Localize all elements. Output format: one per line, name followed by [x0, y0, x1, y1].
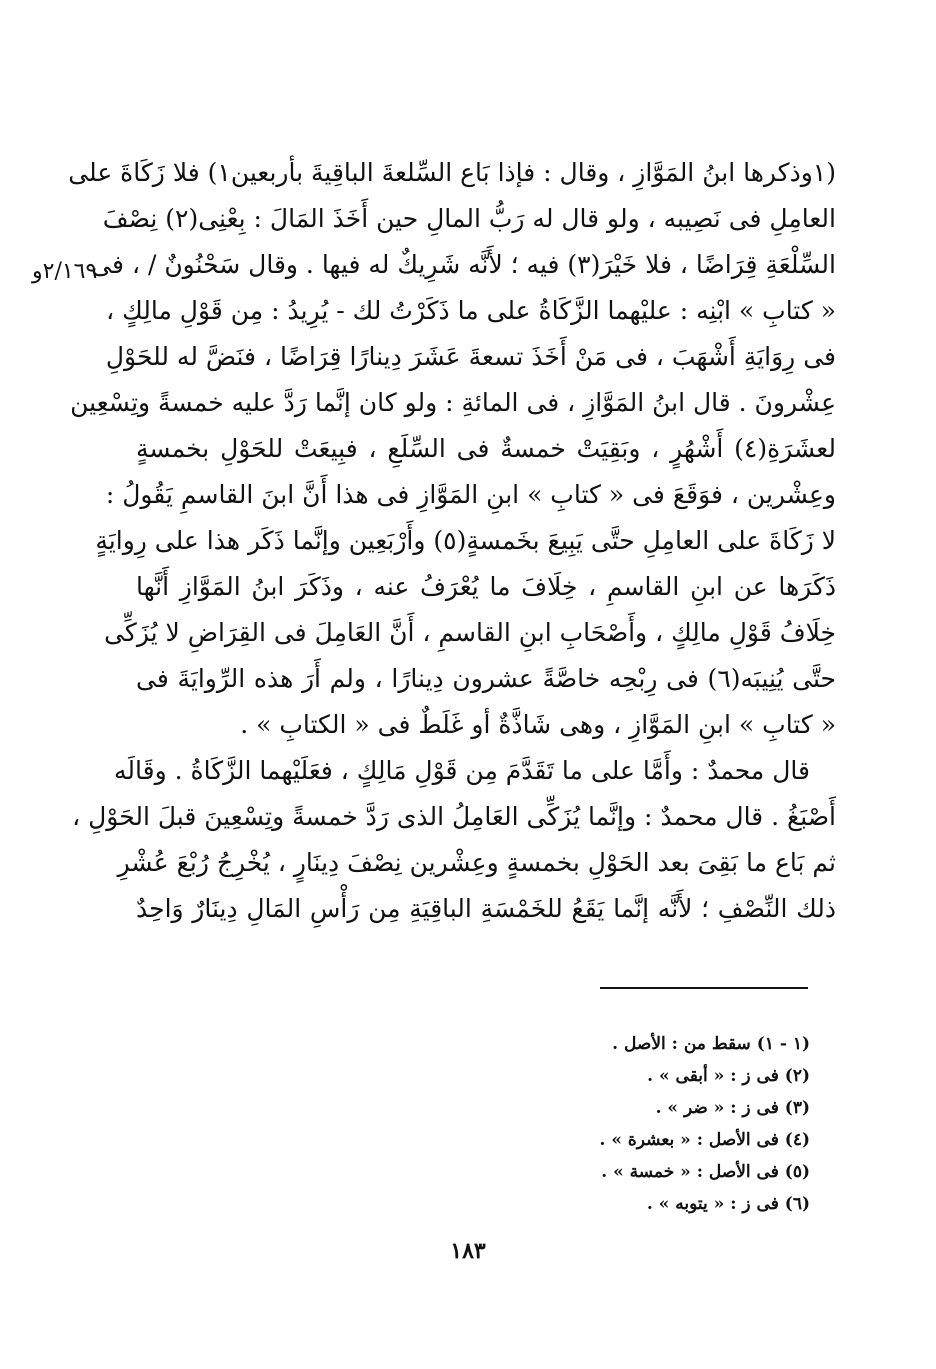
text-line: ذَكَرَها عن ابنِ القاسمِ ، خِلَافَ ما يُعْرَفُ عنه ، وذَكَرَ ابنُ المَوَّازِ أَنَّها: [136, 572, 836, 601]
page-number: ١٨٣: [450, 1238, 486, 1264]
text-line: حتَّى يُنِيبَه(٦) فى رِبْحِه خاصَّةً عشرون دِينارًا ، ولم أَرَ هذه الرِّوايَةَ فى: [136, 664, 837, 693]
footnote-item: (٣) فى ز : « ضر » .: [655, 1098, 810, 1118]
text-line: العامِلِ فى نَصِيبه ، ولو قال له رَبُّ المالِ حين أَخَذَ المَالَ : بِعْنِى(٢) نِصْفَ: [102, 204, 836, 233]
text-line: ثم بَاع ما بَقِىَ بعد الحَوْلِ بخمسةٍ وعِشْرين نِصْفَ دِينَارٍ ، يُخْرِجُ رُبْعَ عُشْرِ: [117, 848, 836, 877]
footnote-item: (٤) فى الأصل : « بعشرة » .: [599, 1130, 810, 1150]
footnote-item: (١ - ١) سقط من : الأصل .: [612, 1034, 810, 1054]
text-line: وعِشْرين ، فوَقَعَ فى « كتابِ » ابنِ المَوَّازِ فى هذا أَنَّ ابنَ القاسمِ يَقُولُ :: [105, 480, 836, 509]
text-line: « كتابِ » ابنِ المَوَّازِ ، وهى شَاذَّةٌ أو غَلَطٌ فى « الكتابِ » .: [240, 710, 836, 739]
text-line: ذلك النِّصْفِ ؛ لأَنَّه إنَّما يَقَعُ للخَمْسَةِ الباقِيَةِ مِن رَأْسِ المَالِ دِينَارٌ وَاحِدٌ: [136, 894, 836, 923]
main-text-body: [68, 150, 837, 932]
footnote-item: (٢) فى ز : « أبقى » .: [647, 1066, 810, 1086]
footnote-divider: [600, 987, 808, 989]
text-line: لا زَكَاةَ على العامِلِ حتَّى يَبِيعَ بخَمسةٍ(٥) وأَرْبَعِين وإنَّما ذَكَر هذا على رِوايَةٍ: [95, 526, 836, 555]
text-line: قال محمدٌ : وأَمَّا على ما تَقَدَّمَ مِن قَوْلِ مَالِكٍ ، فعَلَيْهما الزَّكَاةُ . وقَالَه: [113, 756, 810, 785]
text-line: أَصْبَغُ . قال محمدٌ : وإنَّما يُزَكِّى العَامِلُ الذى رَدَّ خمسةً وتِسْعِينَ قبلَ الحَوْلِ ،: [72, 802, 836, 831]
footnote-item: (٦) فى ز : « يتوبه » .: [646, 1194, 810, 1214]
text-line: « كتابِ » ابْنِه : عليْهما الزَّكَاةُ على ما ذَكَرْتُ لك - يُرِيدُ : مِن قَوْلِ مالِكٍ ،: [106, 296, 836, 325]
text-line: لعشَرَةِ(٤) أَشْهُرٍ ، وبَقِيَتْ خمسةٌ فى السِّلَعِ ، فبِيعَتْ للحَوْلِ بخمسةٍ: [136, 434, 836, 463]
footnotes-list: [420, 1028, 810, 1220]
footnote-item: (٥) فى الأصل : « خمسة » .: [601, 1162, 810, 1182]
text-line: السِّلْعَةِ قِرَاضًا ، فلا خَيْرَ(٣) فيه ؛ لأَنَّه شَرِيكٌ له فيها . وقال سَحْنُونٌ / ، فى: [91, 250, 836, 279]
text-line: عِشْرونَ . قال ابنُ المَوَّازِ ، فى المائةِ : ولو كان إنَّما رَدَّ عليه خمسةً وتِسْعِين: [70, 388, 836, 417]
text-line: خِلَافُ قَوْلِ مالِكٍ ، وأَصْحَابِ ابنِ القاسمِ ، أَنَّ العَامِلَ فى القِرَاضِ لا يُزَكِّى: [104, 618, 836, 647]
folio-margin-note: ٢/١٦٩و: [32, 259, 98, 284]
text-line: (١وذكرها ابنُ المَوَّازِ ، وقال : فإذا بَاع السِّلعةَ الباقِيةَ بأربعين١) فلا زَكَاةَ على: [68, 158, 836, 187]
text-line: فى رِوَايَةِ أَشْهَبَ ، فى مَنْ أَخَذَ تسعةَ عَشَرَ دِينارًا قِرَاضًا ، فنَضَّ له للحَوْلِ: [105, 342, 836, 371]
